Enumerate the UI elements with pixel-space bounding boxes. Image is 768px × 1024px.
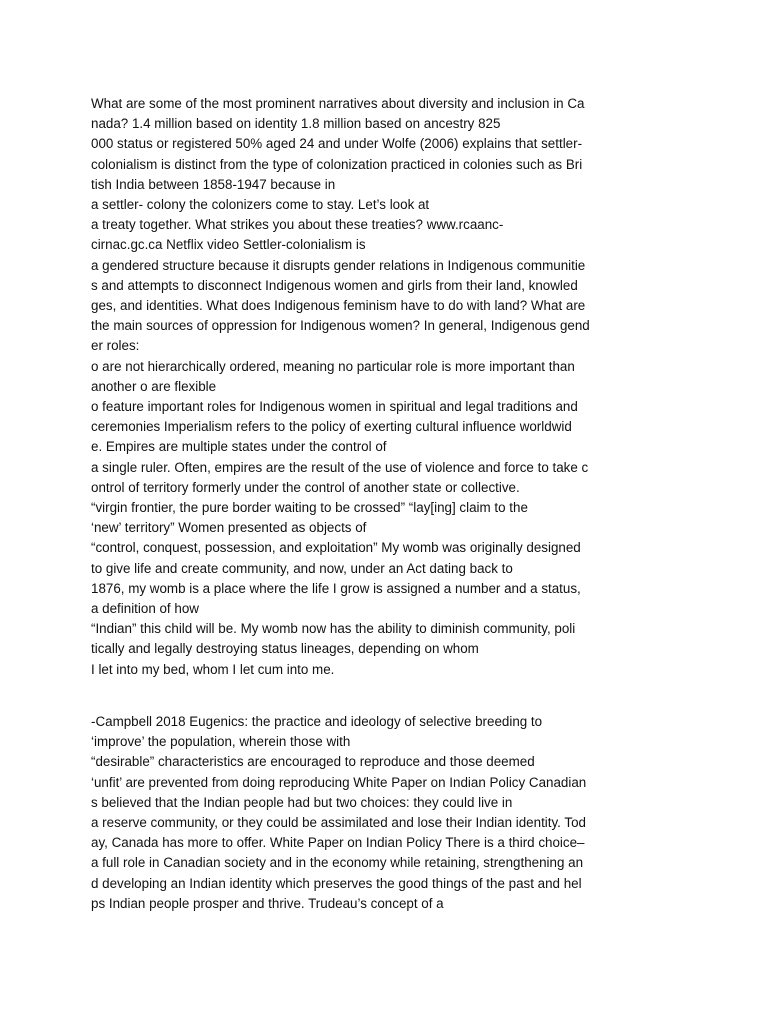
paragraph-2	[91, 712, 691, 914]
text-line: colonialism is distinct from the type of colonization practiced in colonies such as Bri	[91, 156, 583, 172]
text-line: “desirable” characteristics are encouraged to reproduce and those deemed	[91, 754, 535, 770]
text-line: to give life and create community, and now, under an Act dating back to	[91, 560, 513, 576]
text-line: ontrol of territory formerly under the control of another state or collective.	[91, 479, 520, 495]
text-line: nada? 1.4 million based on identity 1.8 million based on ancestry 825	[91, 116, 501, 132]
text-line: ‘new’ territory” Women presented as objects of	[91, 520, 367, 536]
text-line: “Indian” this child will be. My womb now has the ability to diminish community, poli	[91, 621, 576, 637]
text-line: a gendered structure because it disrupts gender relations in Indigenous communitie	[91, 257, 586, 273]
text-line: “control, conquest, possession, and exploitation” My womb was originally designed	[91, 540, 581, 556]
text-line: ‘improve’ the population, wherein those with	[91, 734, 351, 750]
text-line: s believed that the Indian people had but two choices: they could live in	[91, 794, 513, 810]
text-line: a treaty together. What strikes you about these treaties? www.rcaanc-	[91, 217, 504, 233]
text-line: ges, and identities. What does Indigenous feminism have to do with land? What are	[91, 298, 586, 314]
text-line: ps Indian people prosper and thrive. Trudeau’s concept of a	[91, 895, 444, 911]
text-line: o feature important roles for Indigenous women in spiritual and legal traditions and	[91, 399, 578, 415]
text-line: ‘unfit’ are prevented from doing reproducing White Paper on Indian Policy Canadian	[91, 774, 587, 790]
text-line: s and attempts to disconnect Indigenous women and girls from their land, knowled	[91, 277, 578, 293]
text-line: ceremonies Imperialism refers to the policy of exerting cultural influence worldwid	[91, 419, 572, 435]
text-line: 000 status or registered 50% aged 24 and under Wolfe (2006) explains that settler-	[91, 136, 583, 152]
text-line: I let into my bed, whom I let cum into me.	[91, 661, 335, 677]
text-line: a definition of how	[91, 601, 199, 617]
text-line: another o are flexible	[91, 378, 217, 394]
text-line: What are some of the most prominent narratives about diversity and inclusion in Ca	[91, 96, 585, 111]
text-line: -Campbell 2018 Eugenics: the practice and ideology of selective breeding to	[91, 714, 543, 729]
text-line: cirnac.gc.ca Netflix video Settler-colonialism is	[91, 237, 366, 253]
text-line: e. Empires are multiple states under the control of	[91, 439, 387, 455]
text-line: ay, Canada has more to offer. White Paper on Indian Policy There is a third choice–	[91, 835, 585, 851]
text-line: a settler- colony the colonizers come to stay. Let’s look at	[91, 197, 430, 213]
text-line: d developing an Indian identity which preserves the good things of the past and hel	[91, 875, 582, 891]
text-line: 1876, my womb is a place where the life I grow is assigned a number and a status,	[91, 580, 581, 596]
text-line: a single ruler. Often, empires are the result of the use of violence and force to take c	[91, 459, 589, 475]
text-line: a reserve community, or they could be assimilated and lose their Indian identity. Tod	[91, 815, 586, 831]
text-line: o are not hierarchically ordered, meaning no particular role is more important than	[91, 358, 575, 374]
text-line: “virgin frontier, the pure border waiting to be crossed” “lay[ing] claim to the	[91, 500, 528, 516]
paragraph-1	[91, 94, 691, 680]
text-line: a full role in Canadian society and in the economy while retaining, strengthening an	[91, 855, 584, 871]
text-line: tically and legally destroying status lineages, depending on whom	[91, 641, 479, 657]
text-line: tish India between 1858-1947 because in	[91, 176, 336, 192]
text-line: er roles:	[91, 338, 140, 354]
text-line: the main sources of oppression for Indigenous women? In general, Indigenous gend	[91, 318, 590, 334]
